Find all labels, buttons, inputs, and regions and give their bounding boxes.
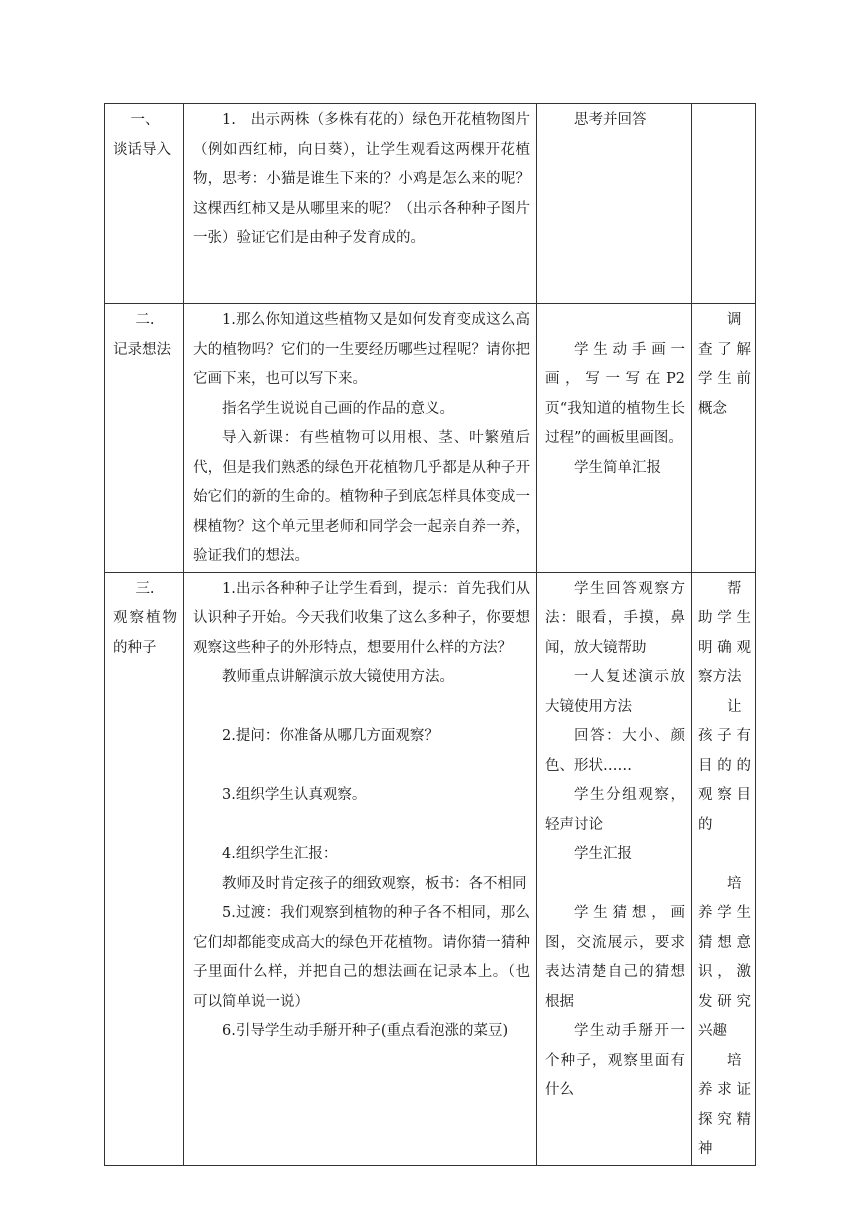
teacher-paragraph: 2.提问：你准备从哪几方面观察？ [222,728,439,744]
teacher-activity-cell [184,304,537,573]
student-paragraph: 回答：大小、颜色、形状…… [545,728,685,774]
teacher-paragraph: 4.组织学生汇报： [222,846,338,862]
student-paragraph: 学生动手掰开一个种子，观察里面有什么 [545,1023,685,1098]
intent-paragraph: 调查了解学生前概念 [698,312,751,417]
teacher-paragraph: 指名学生说说自己画的作品的意义。 [222,400,454,417]
design-intent-cell [692,572,756,1165]
student-paragraph: 学生简单汇报 [574,459,661,476]
teacher-paragraph: 5.过渡：我们观察到植物的种子各不相同，那么它们却都能变成高大的绿色开花植物。请你猜一猜种子里面什么样，并把自己的想法画在记录本上。（也可以简单说一说） [193,905,530,1010]
student-activity-cell [537,104,692,304]
lesson-plan-table [104,103,756,1166]
teacher-paragraph: 教师及时肯定孩子的细致观察，板书：各不相同 [222,875,527,892]
intent-paragraph: 帮助学生明确观察方法 [698,580,751,685]
student-paragraph: 学生回答观察方法：眼看，手摸，鼻闻，放大镜帮助 [545,580,685,656]
stage-number: 三. [135,580,155,597]
student-activity-cell [537,572,692,1165]
teacher-paragraph: 1. 出示两株（多株有花的）绿色开花植物图片（例如西红柿，向日葵），让学生观看这两棵开花植物，思考：小猫是谁生下来的？小鸡是怎么来的呢？这棵西红柿又是从哪里来的呢？（出示各种种子图片一张）验证它们是由种子发育成的。 [193,112,530,246]
stage-number: 一、 [130,112,160,128]
stage-title: 谈话导入 [113,141,171,158]
teacher-paragraph: 教师重点讲解演示放大镜使用方法。 [222,669,454,685]
stage-cell [105,104,184,304]
stage-cell [105,304,184,573]
intent-paragraph: 培养求证探究精神 [698,1052,751,1157]
stage-title: 记录想法 [113,341,171,358]
student-paragraph: 学生分组观察，轻声讨论 [545,787,685,833]
intent-paragraph: 培养学生猜想意识，激发研究兴趣 [698,875,751,1039]
design-intent-cell [692,104,756,304]
teacher-paragraph: 导入新课：有些植物可以用根、茎、叶繁殖后代，但是我们熟悉的绿色开花植物几乎都是从种子开始它们的新的生命的。植物种子到底怎样具体变成一棵植物？这个单元里老师和同学会一起亲自养一养，验证我们的想法。 [193,430,530,564]
stage-title: 观察植物的种子 [113,610,177,656]
student-paragraph: 学生汇报 [574,846,632,862]
student-paragraph: 学生猜想，画图，交流展示，要求表达清楚自己的猜想根据 [545,905,685,1010]
table-row-record-ideas [105,304,756,573]
table-row-intro [105,104,756,304]
design-intent-cell [692,304,756,573]
stage-cell [105,572,184,1165]
student-paragraph: 一人复述演示放大镜使用方法 [545,669,685,715]
teacher-paragraph: 1.出示各种种子让学生看到，提示：首先我们从认识种子开始。今天我们收集了这么多种子，你要想观察这些种子的外形特点，想要用什么样的方法？ [193,580,530,656]
stage-number: 二. [135,312,155,328]
table-row-observe-seeds [105,572,756,1165]
teacher-paragraph: 1.那么你知道这些植物又是如何发育变成这么高大的植物吗？它们的一生要经历哪些过程呢？请你把它画下来，也可以写下来。 [193,312,530,387]
student-paragraph: 思考并回答 [574,112,647,128]
teacher-activity-cell [184,104,537,304]
teacher-paragraph: 3.组织学生认真观察。 [222,787,367,803]
teacher-activity-cell [184,572,537,1165]
teacher-paragraph: 6.引导学生动手掰开种子(重点看泡涨的菜豆) [222,1023,509,1039]
student-activity-cell [537,304,692,573]
student-paragraph: 学生动手画一画，写一写在P2页“我知道的植物生长过程”的画板里画图。 [545,341,685,446]
intent-paragraph: 让孩子有目的的观察目的 [698,698,751,833]
